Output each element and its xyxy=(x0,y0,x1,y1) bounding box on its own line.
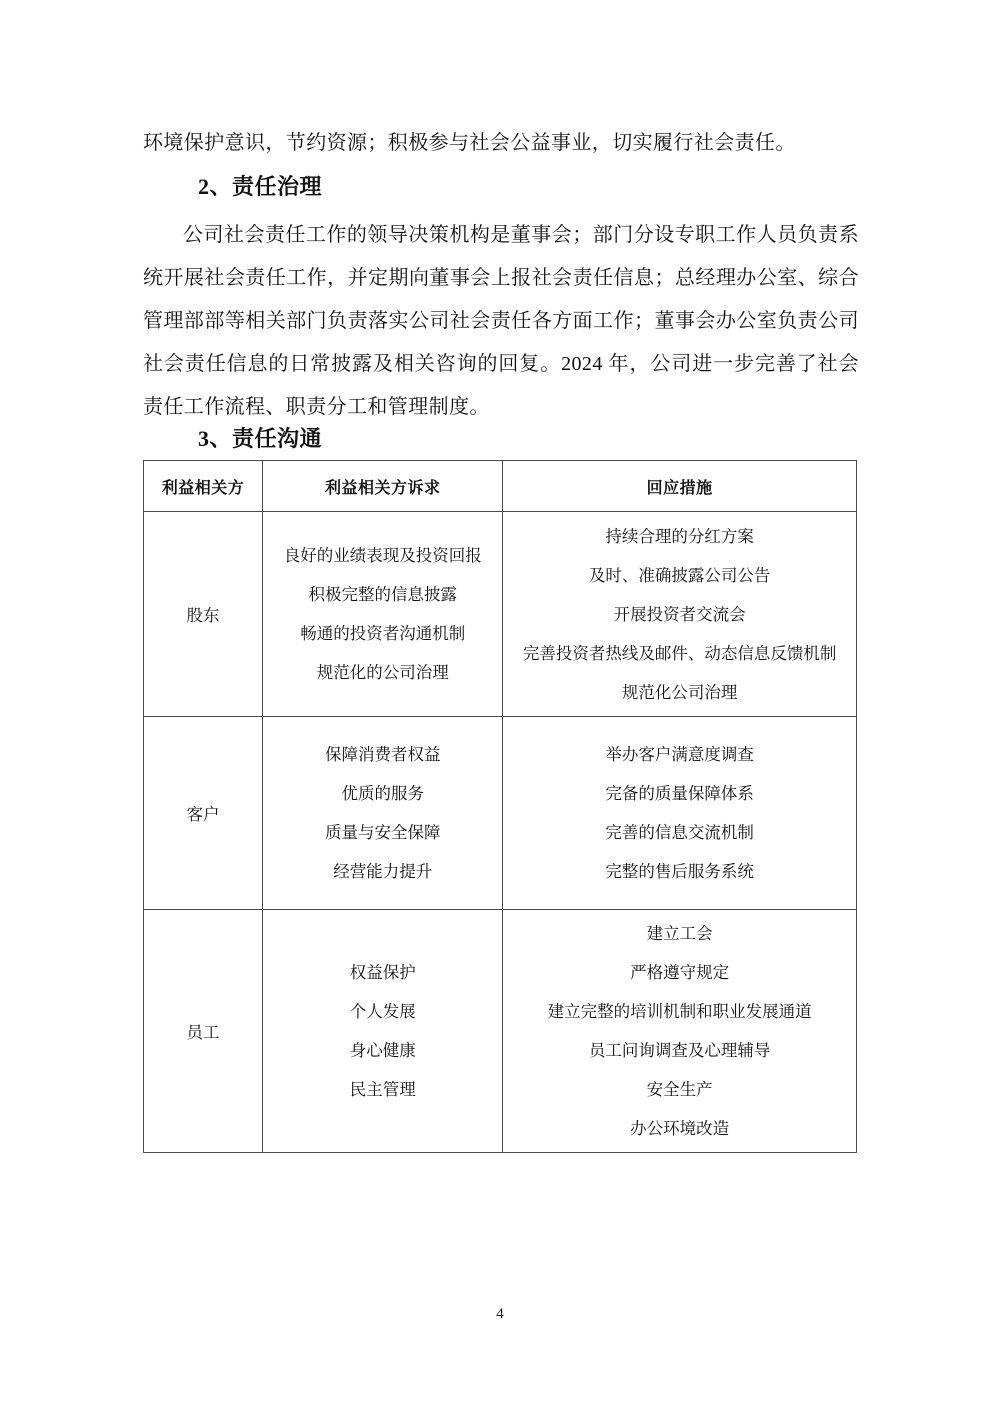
cell-line: 完善的信息交流机制 xyxy=(605,823,754,842)
responses-cell xyxy=(503,717,857,910)
cell-line: 积极完整的信息披露 xyxy=(308,585,457,604)
stakeholder-communication-table xyxy=(143,460,857,1153)
cell-line: 规范化的公司治理 xyxy=(316,663,449,682)
cell-line: 完备的质量保障体系 xyxy=(605,784,754,803)
table-header-row xyxy=(144,461,857,512)
cell-line: 建立工会 xyxy=(646,924,713,943)
stakeholder-cell: 股东 xyxy=(144,512,263,717)
section-heading-responsibility-governance: 2、责任治理 xyxy=(198,174,323,199)
stakeholder-cell: 员工 xyxy=(144,910,263,1153)
header-responses: 回应措施 xyxy=(503,461,857,512)
cell-line: 安全生产 xyxy=(646,1080,713,1099)
cell-line: 规范化公司治理 xyxy=(621,682,738,702)
cell-line: 及时、准确披露公司公告 xyxy=(588,565,771,585)
cell-line: 经营能力提升 xyxy=(333,862,433,881)
cell-line: 开展投资者交流会 xyxy=(613,604,746,624)
cell-line: 个人发展 xyxy=(349,1002,416,1021)
table-row-employee xyxy=(144,910,857,1153)
cell-line: 保障消费者权益 xyxy=(324,745,441,764)
demands-cell xyxy=(263,512,503,717)
header-demands: 利益相关方诉求 xyxy=(263,461,503,512)
cell-line: 畅通的投资者沟通机制 xyxy=(300,624,466,643)
cell-line: 员工问询调查及心理辅导 xyxy=(588,1041,771,1060)
cell-line: 完整的售后服务系统 xyxy=(605,862,754,881)
responses-cell xyxy=(503,512,857,717)
stakeholder-cell: 客户 xyxy=(144,717,263,910)
governance-paragraph: 公司社会责任工作的领导决策机构是董事会；部门分设专职工作人员负责系统开展社会责任工作，并定期向董事会上报社会责任信息；总经理办公室、综合管理部部等相关部门负责落实公司社会责任各方面工作；董事会办公室负责公司社会责任信息的日常披露及相关咨询的回复。2024 年，公司进一步完善了社会责任工作流程、职责分工和管理制度。 xyxy=(143,224,859,418)
intro-paragraph-line: 环境保护意识，节约资源；积极参与社会公益事业，切实履行社会责任。 xyxy=(143,132,796,154)
demands-cell xyxy=(263,717,503,910)
cell-line: 质量与安全保障 xyxy=(324,823,441,842)
cell-line: 权益保护 xyxy=(349,963,416,982)
cell-line: 民主管理 xyxy=(349,1080,416,1099)
cell-line: 持续合理的分红方案 xyxy=(605,526,754,546)
page-number: 4 xyxy=(496,1306,504,1322)
cell-line: 建立完整的培训机制和职业发展通道 xyxy=(547,1002,812,1021)
header-stakeholder: 利益相关方 xyxy=(144,461,263,512)
cell-line: 办公环境改造 xyxy=(630,1119,730,1138)
cell-line: 身心健康 xyxy=(349,1041,416,1060)
demands-cell xyxy=(263,910,503,1153)
table-row-customer xyxy=(144,717,857,910)
cell-line: 优质的服务 xyxy=(341,784,424,803)
section-heading-responsibility-communication: 3、责任沟通 xyxy=(198,426,323,451)
cell-line: 完善投资者热线及邮件、动态信息反馈机制 xyxy=(522,643,837,663)
table-row-shareholder xyxy=(144,512,857,717)
cell-line: 举办客户满意度调查 xyxy=(605,745,754,764)
cell-line: 严格遵守规定 xyxy=(630,963,730,982)
cell-line: 良好的业绩表现及投资回报 xyxy=(283,546,482,565)
responses-cell xyxy=(503,910,857,1153)
